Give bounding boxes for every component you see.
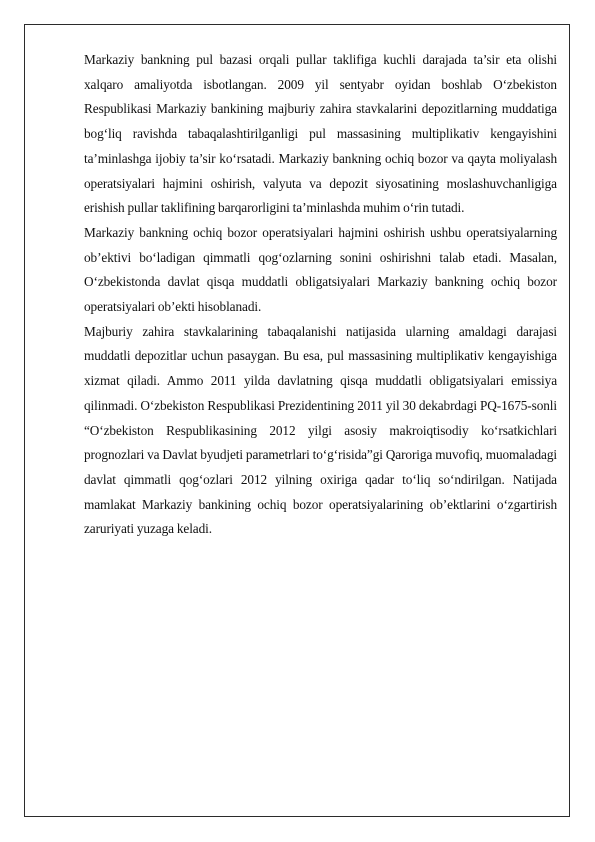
paragraph-2: Markaziy bankning ochiq bozor operatsiyalari hajmini oshirish ushbu operatsiyalarning ob’ektivi bo‘ladigan qimmatli qog‘ozlarning sonini oshirishni talab etadi. Masalan, O‘zbekistonda davlat qisqa muddatli obligatsiyalari Markaziy bankning ochiq bozor operatsiyalari ob’ekti hisoblanadi. [84,224,557,315]
paragraph-3: Majburiy zahira stavkalarining tabaqalanishi natijasida ularning amaldagi darajasi muddatli depozitlar uchun pasaygan. Bu esa, pul massasining multiplikativ kengayishiga xizmat qiladi. Ammo 2011 yilda davlatning qisqa muddatli obligatsiyalari emissiya qilinmadi. O‘zbekiston Respublikasi Prezidentining 2011 yil 30 dekabrdagi PQ-1675-sonli “O‘zbekiston Respublikasining 2012 yilgi asosiy makroiqtisodiy ko‘rsatkichlari prognozlari va Davlat byudjeti parametrlari to‘g‘risida”gi Qaroriga muvofiq, muomaladagi davlat qimmatli qog‘ozlari 2012 yilning oxiriga qadar to‘liq so‘ndirilgan. Natijada mamlakat Markaziy bankining ochiq bozor operatsiyalarining ob’ektlarini o‘zgartirish zaruriyati yuzaga keladi. [84,323,557,537]
document-body [84,48,557,542]
paragraph-1: Markaziy bankning pul bazasi orqali pullar taklifiga kuchli darajada ta’sir eta olishi xalqaro amaliyotda isbotlangan. 2009 yil sentyabr oyidan boshlab O‘zbekiston Respublikasi Markaziy bankining majburiy zahira stavkalarini depozitlarning muddatiga bog‘liq ravishda tabaqalashtirilganligi pul massasining multiplikativ kengayishini ta’minlashga ijobiy ta’sir ko‘rsatadi. Markaziy bankning ochiq bozor va qayta moliyalash operatsiyalari hajmini oshirish, valyuta va depozit siyosatining moslashuvchanligiga erishish pullar taklifining barqarorligini ta’minlashda muhim o‘rin tutadi. [84,52,557,216]
